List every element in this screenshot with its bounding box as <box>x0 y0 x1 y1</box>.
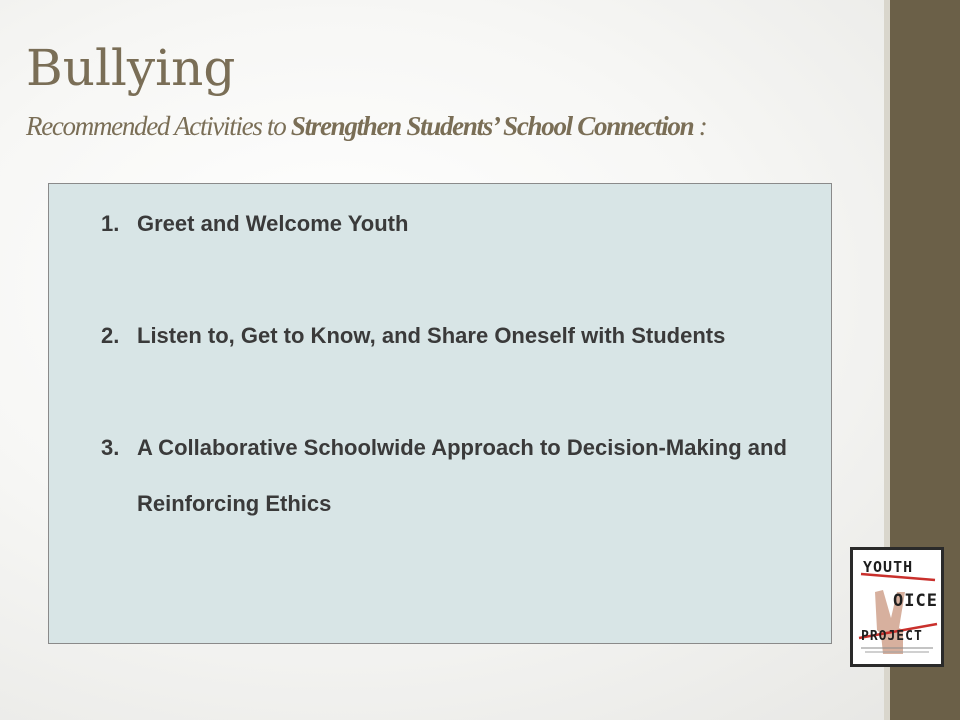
list-item-text: Greet and Welcome Youth <box>137 211 409 236</box>
list-item <box>101 308 811 364</box>
logo-line-3: PROJECT <box>861 629 923 644</box>
subtitle-prefix: Recommended Activities to <box>26 111 291 141</box>
list-item-number: 3. <box>101 435 120 460</box>
list-item-text: Listen to, Get to Know, and Share Oneself with Students <box>137 323 726 348</box>
logo-line-2: OICE <box>893 591 938 611</box>
subtitle-suffix: : <box>693 111 707 141</box>
list-item-number: 1. <box>101 211 120 236</box>
slide-subtitle <box>26 108 706 144</box>
content-box <box>48 183 832 644</box>
slide-title: Bullying <box>26 39 236 97</box>
logo-graphic <box>853 550 941 664</box>
logo-line-1: YOUTH <box>863 558 914 576</box>
subtitle-emphasis: Strengthen Students’ School Connection <box>290 111 694 141</box>
list-item <box>101 196 811 252</box>
list-item-text: A Collaborative Schoolwide Approach to Decision-Making and Reinforcing Ethics <box>137 435 787 516</box>
youth-voice-project-logo <box>850 547 944 667</box>
list-item <box>101 420 811 532</box>
activity-list <box>101 196 811 532</box>
list-item-number: 2. <box>101 323 120 348</box>
